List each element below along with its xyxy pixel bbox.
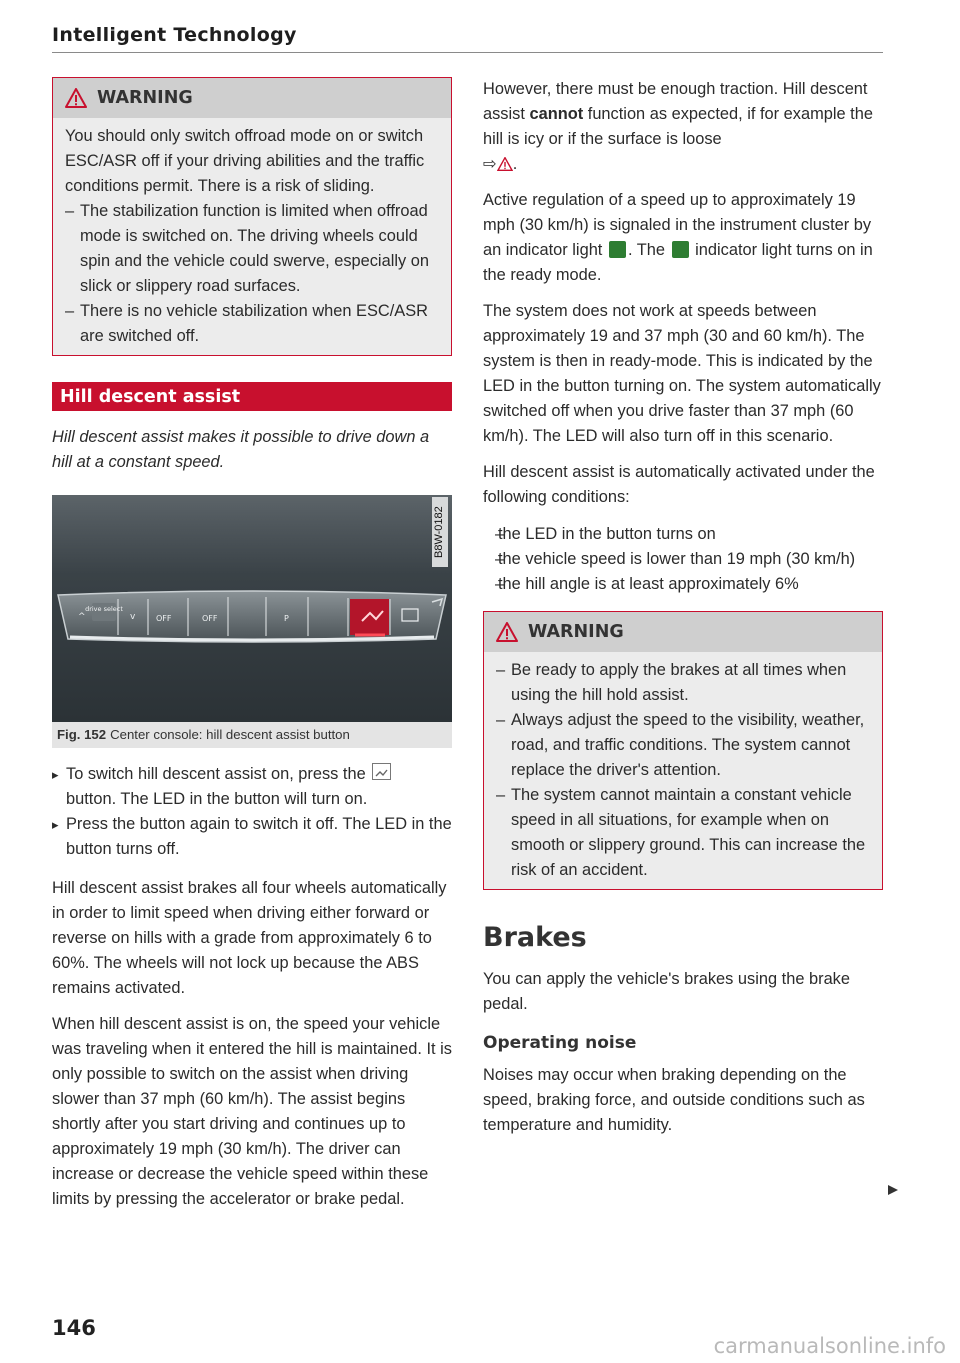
console-photo [52, 495, 452, 722]
warning-header [484, 612, 882, 652]
brakes-heading: Brakes [483, 922, 587, 953]
paragraph: Hill descent assist is automatically activated under the following conditions: [483, 463, 875, 506]
right-column [483, 77, 883, 1149]
warning-item: – Always adjust the speed to the visibility, weather, road, and traffic conditions. The system cannot replace the driver's attention. [496, 708, 870, 783]
steps-list [52, 762, 452, 862]
header-divider [52, 52, 883, 53]
caption-label: Fig. 152 [57, 727, 107, 742]
warning-header [53, 78, 451, 118]
watermark: carmanualsonline.info [713, 1334, 946, 1358]
svg-text:v: v [130, 612, 136, 622]
warning-item: – The stabilization function is limited when offroad mode is switched on. The driving wheels could spin and the vehicle could swerve, especially on slick or slippery road surfaces. [65, 199, 439, 299]
brakes-intro: You can apply the vehicle's brakes using the brake pedal. [483, 970, 850, 1013]
continue-arrow-icon [886, 1183, 900, 1197]
traction-paragraph: However, there must be enough traction. Hill descent assist cannot function as expected, if for example the hill is icy or if the surface is loose ⇨ . [483, 80, 873, 173]
offroad-off-label: OFF [202, 614, 218, 623]
console-figure [52, 495, 452, 722]
warning-title: WARNING [528, 622, 624, 642]
hill-descent-button-icon [372, 763, 391, 780]
park-label: P [284, 614, 289, 623]
indicator-paragraph: Active regulation of a speed up to approximately 19 mph (30 km/h) is signaled in the instrument cluster by an indicator light . The indicator light turns on in the ready mode. [483, 191, 873, 284]
indicator-light-icon [609, 241, 626, 258]
esc-off-label: OFF [156, 614, 172, 623]
drive-select-label: drive select [85, 605, 123, 613]
warning-list [496, 658, 870, 883]
figure-caption [52, 722, 452, 748]
warning-list [65, 199, 439, 349]
condition-item: – the LED in the button turns on [483, 522, 883, 547]
caption-text: Center console: hill descent assist button [110, 727, 350, 742]
warning-box-offroad [52, 77, 452, 356]
section-intro: Hill descent assist makes it possible to drive down a hill at a constant speed. [52, 428, 430, 471]
page-number: 146 [52, 1316, 96, 1340]
warning-body [484, 652, 882, 889]
warning-item: – There is no vehicle stabilization when ESC/ASR are switched off. [65, 299, 439, 349]
operating-noise-heading: Operating noise [483, 1033, 637, 1053]
left-column [52, 77, 452, 1223]
indicator-light-icon [672, 241, 689, 258]
paragraph: Hill descent assist brakes all four wheels automatically in order to limit speed when driving either forward or reverse on hills with a grade from approximately 6 to 60%. The wheels will not lock up because the ABS remains activated. [52, 879, 447, 997]
step-item: ▸ Press the button again to switch it off. The LED in the button turns off. [52, 812, 452, 862]
warning-box-brakes [483, 611, 883, 890]
warning-ref-icon [497, 157, 513, 171]
step-item: ▸ To switch hill descent assist on, press the button. The LED in the button will turn on. [52, 762, 452, 812]
warning-item: – Be ready to apply the brakes at all times when using the hill hold assist. [496, 658, 870, 708]
warning-body [53, 118, 451, 355]
chapter-title: Intelligent Technology [52, 24, 297, 46]
svg-text:^: ^ [78, 612, 86, 622]
figure-code: B8W-0182 [432, 497, 448, 567]
conditions-list [483, 522, 883, 597]
warning-item: – The system cannot maintain a constant vehicle speed in all situations, for example when on smooth or slippery ground. This can increase the risk of an accident. [496, 783, 870, 883]
condition-item: – the hill angle is at least approximately 6% [483, 572, 883, 597]
arrow-icon: ⇨ [483, 155, 497, 173]
warning-triangle-icon [65, 88, 87, 108]
section-title: Hill descent assist [52, 382, 452, 411]
warning-intro: You should only switch offroad mode on or switch ESC/ASR off if your driving abilities and the traffic conditions permit. There is a risk of sliding. [65, 127, 425, 195]
paragraph: The system does not work at speeds between approximately 19 and 37 mph (30 and 60 km/h). The system is then in ready-mode. This is indicated by the LED in the button turning on. The system automatically switched off when you drive faster than 37 mph (60 km/h). The LED will also turn off in this scenario. [483, 302, 881, 445]
condition-item: – the vehicle speed is lower than 19 mph (30 km/h) [483, 547, 883, 572]
paragraph: When hill descent assist is on, the speed your vehicle was traveling when it entered the hill is maintained. It is only possible to switch on the assist when driving slower than 37 mph (60 km/h). The assist begins shortly after you start driving and continues up to approximately 19 mph (30 km/h). The driver can increase or decrease the vehicle speed within these limits by pressing the accelerator or brake pedal. [52, 1015, 452, 1208]
operating-noise-text: Noises may occur when braking depending on the speed, braking force, and outside conditions such as temperature and humidity. [483, 1066, 865, 1134]
warning-triangle-icon [496, 622, 518, 642]
warning-title: WARNING [97, 88, 193, 108]
